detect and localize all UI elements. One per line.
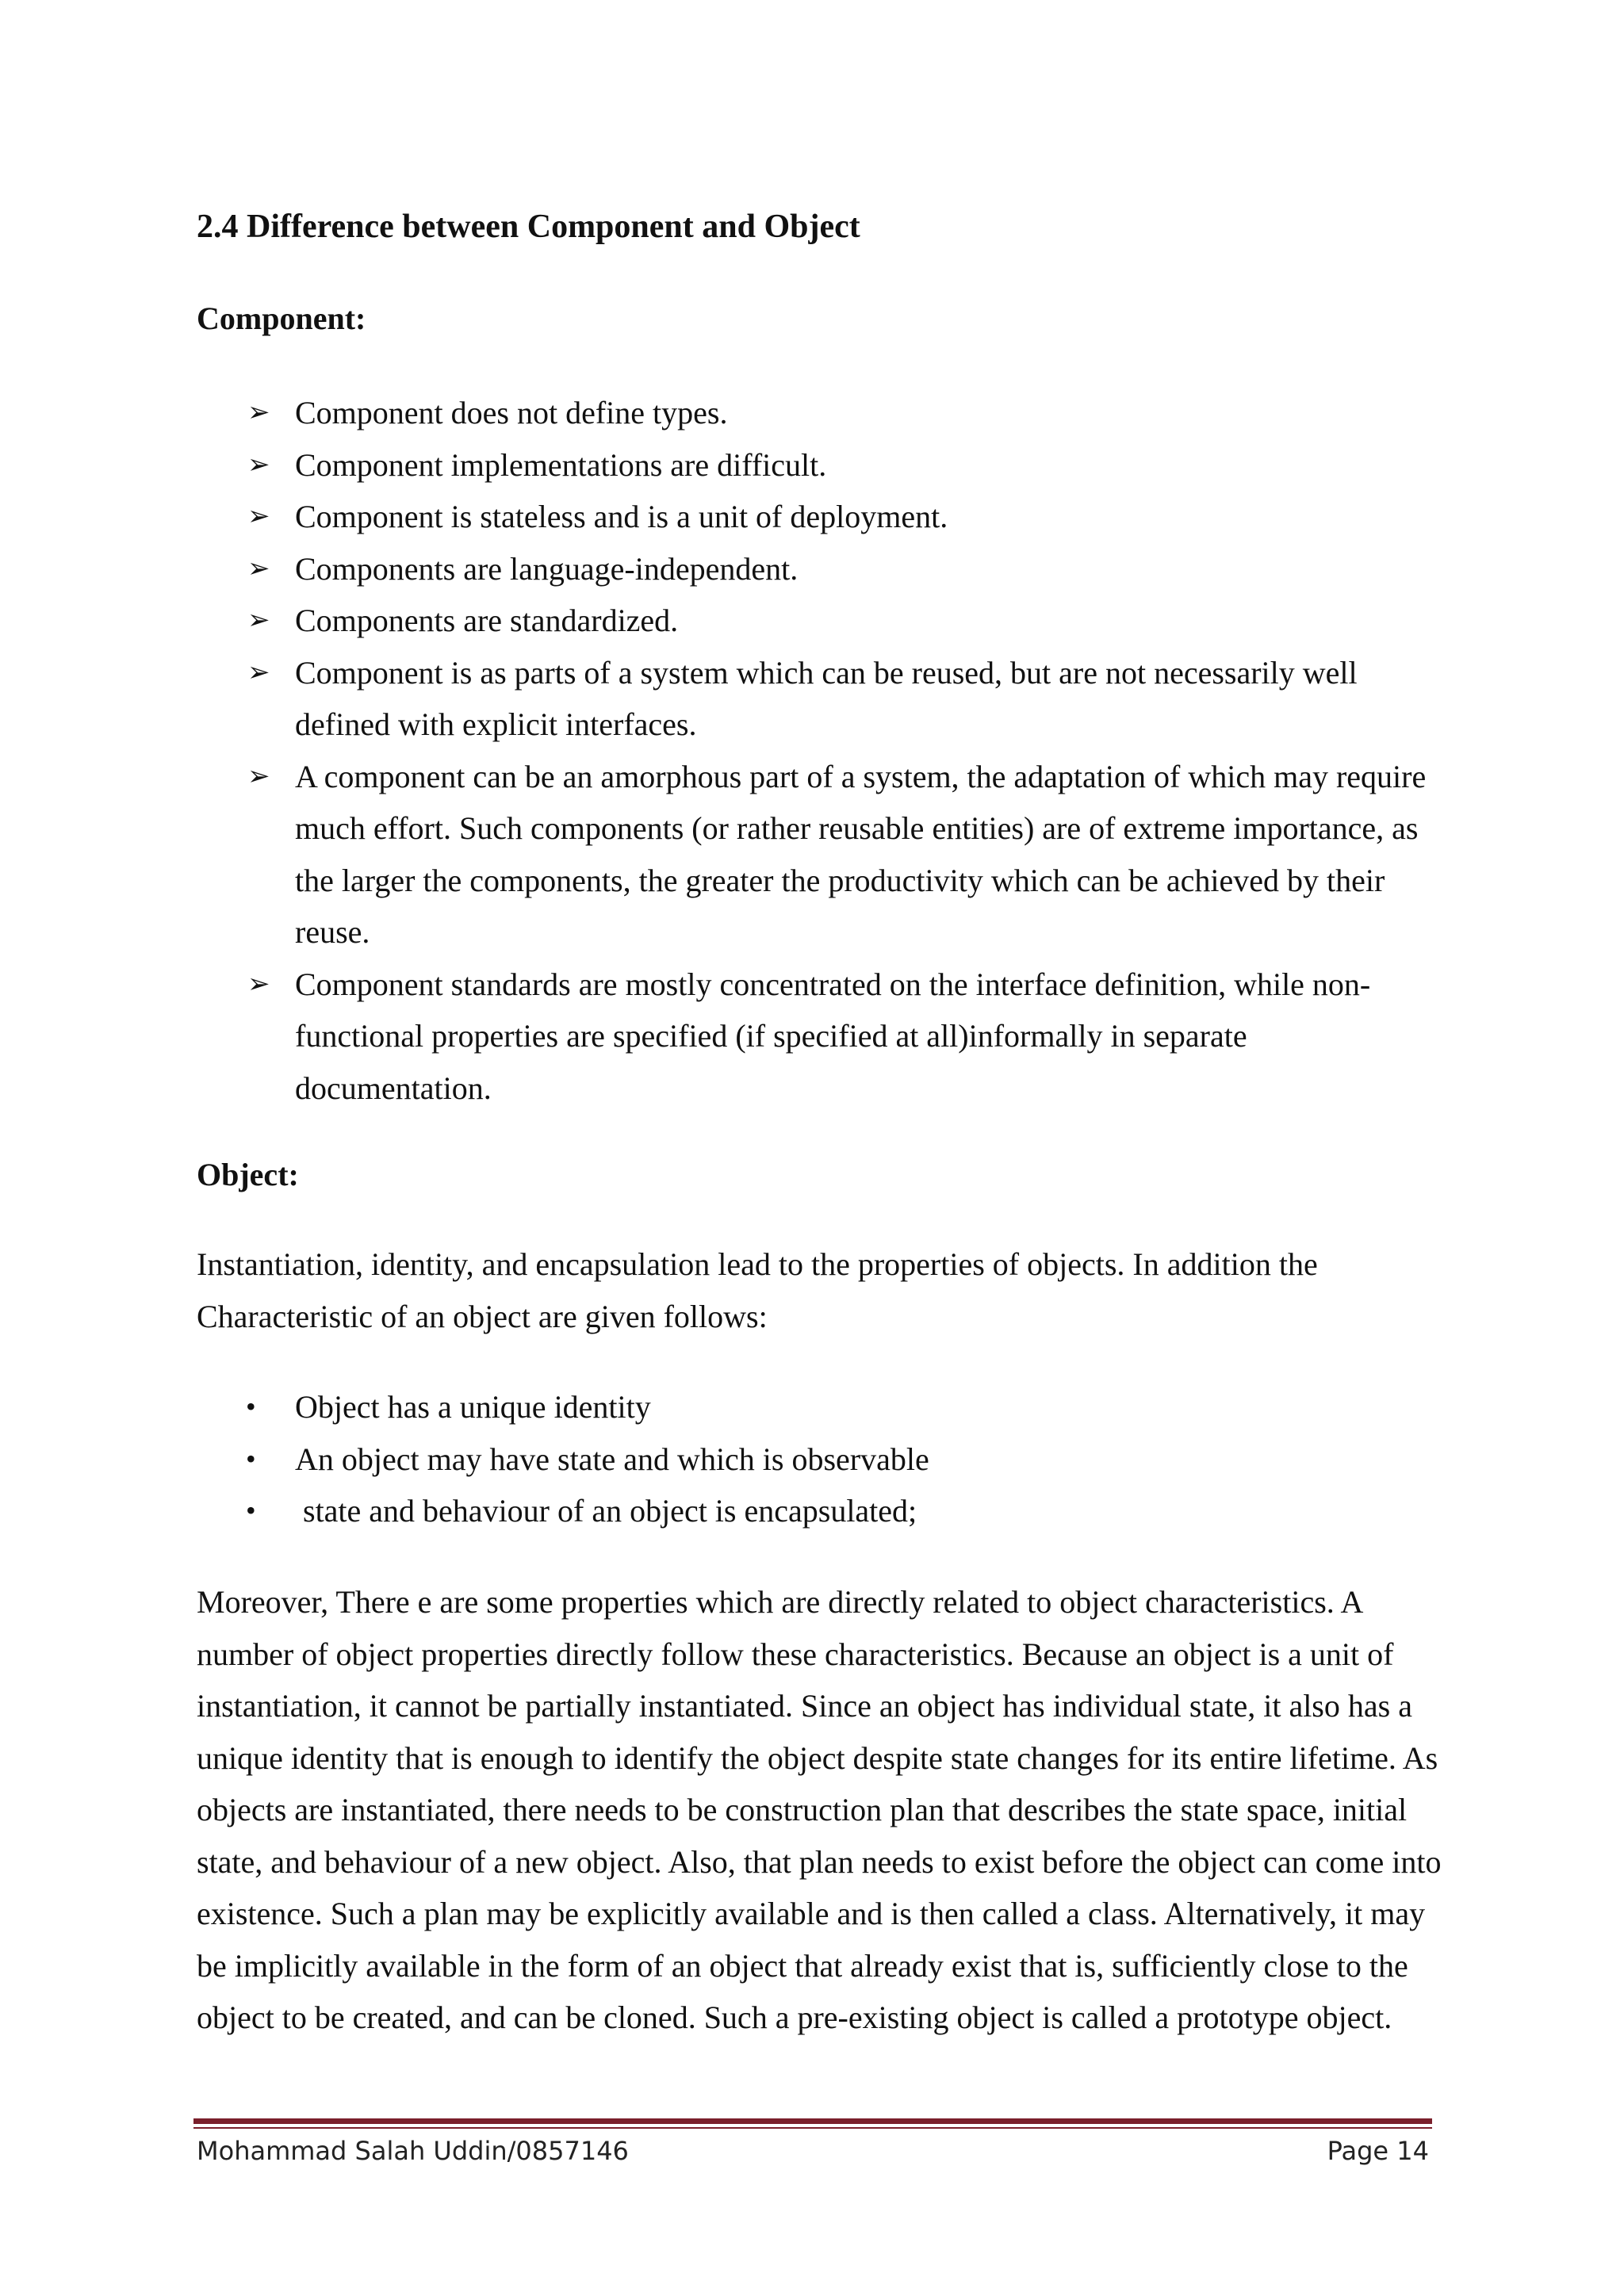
object-properties-paragraph: Moreover, There e are some properties which are directly related to object characteristics. A number of object properties directly follow these characteristics. Because an object is a unit of instantiation, it cannot be partially instantiated. Since an object has individual state, it also has a unique identity that is enough to identify the object despite state changes for its entire lifetime. As objects are instantiated, there needs to be construction plan that describes the state space, initial state, and behaviour of a new object. Also, that plan needs to exist before the object can come into existence. Such a plan may be explicitly available and is then called a class. Alternatively, it may be implicitly available in the form of an object that already exist that is, sufficiently close to the object to be created, and can be cloned. Such a pre-existing object is called a prototype object. xyxy=(197,1584,1442,2035)
list-item-text: Component is as parts of a system which can be reused, but are not necessarily well defined with explicit interfaces. xyxy=(295,654,1358,742)
object-subheading: Object: xyxy=(197,1157,299,1192)
arrow-bullet-icon: ➢ xyxy=(247,448,270,480)
list-item-text: An object may have state and which is observable xyxy=(295,1441,929,1477)
list-item xyxy=(197,1433,929,1486)
list-item-text: Component does not define types. xyxy=(295,395,728,430)
list-item xyxy=(197,595,1442,647)
list-item xyxy=(197,959,1442,1115)
list-item-text: A component can be an amorphous part of a system, the adaptation of which may require much effort. Such components (or rather reusable entities) are of extreme importance, as the larger the components, the greater the productivity which can be achieved by their reuse. xyxy=(295,758,1427,950)
list-item-text: Components are standardized. xyxy=(295,603,679,638)
list-item-text: Component implementations are difficult. xyxy=(295,446,827,483)
list-item xyxy=(197,1485,929,1537)
dot-bullet-icon: • xyxy=(246,1391,256,1422)
footer-divider-thin xyxy=(193,2127,1432,2129)
component-list xyxy=(197,387,1442,1114)
object-characteristics-list xyxy=(197,1381,929,1537)
arrow-bullet-icon: ➢ xyxy=(247,552,270,584)
list-item xyxy=(197,439,1442,492)
arrow-bullet-icon: ➢ xyxy=(247,396,270,428)
footer-author: Mohammad Salah Uddin/0857146 xyxy=(197,2136,629,2166)
list-item xyxy=(197,751,1442,959)
arrow-bullet-icon: ➢ xyxy=(247,656,270,688)
list-item xyxy=(197,543,1442,595)
list-item-text: state and behaviour of an object is encapsulated; xyxy=(295,1493,917,1529)
footer-divider xyxy=(193,2118,1432,2124)
arrow-bullet-icon: ➢ xyxy=(247,500,270,532)
arrow-bullet-icon: ➢ xyxy=(247,604,270,636)
list-item xyxy=(197,647,1442,751)
list-item-text: Component standards are mostly concentrated on the interface definition, while non-functional properties are specified (if specified at all)informally in separate documentation. xyxy=(295,966,1371,1106)
list-item xyxy=(197,1381,929,1433)
list-item-text: Component is stateless and is a unit of deployment. xyxy=(295,499,948,534)
footer-page-number: Page 14 xyxy=(1327,2136,1429,2166)
dot-bullet-icon: • xyxy=(246,1442,256,1475)
dot-bullet-icon: • xyxy=(246,1494,256,1526)
list-item-text: Components are language-independent. xyxy=(295,550,799,587)
arrow-bullet-icon: ➢ xyxy=(247,760,270,792)
list-item-text: Object has a unique identity xyxy=(295,1389,651,1425)
arrow-bullet-icon: ➢ xyxy=(247,967,270,1000)
object-intro-paragraph: Instantiation, identity, and encapsulation lead to the properties of objects. In addition the Characteristic of an object are given follows: xyxy=(197,1246,1318,1334)
component-subheading: Component: xyxy=(197,300,366,336)
section-heading: 2.4 Difference between Component and Object xyxy=(197,209,860,245)
list-item xyxy=(197,387,1442,439)
list-item xyxy=(197,491,1442,543)
